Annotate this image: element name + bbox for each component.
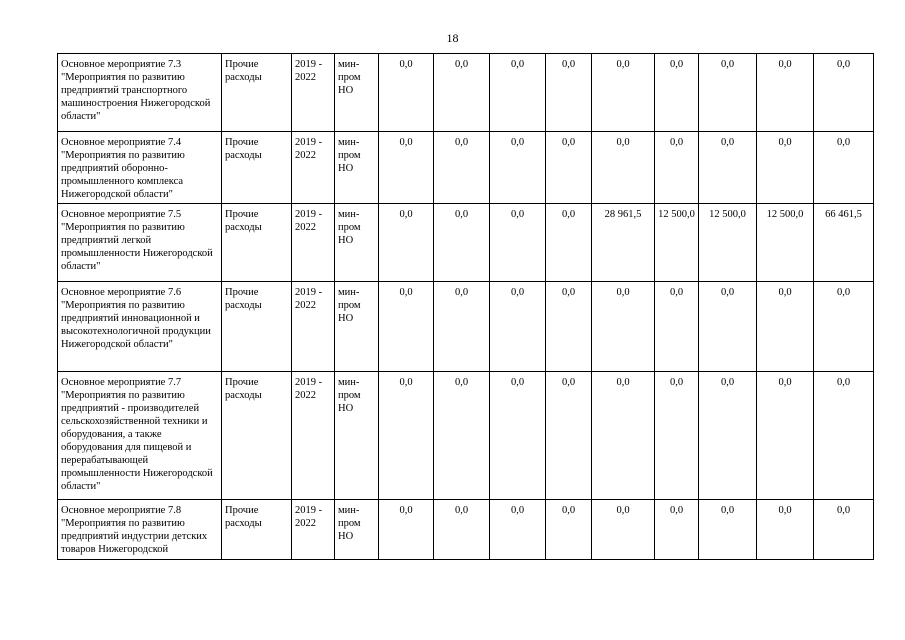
expense-type-cell: Прочие расходы [222,500,292,560]
years-cell: 2019 - 2022 [292,282,335,372]
value-cell: 0,0 [379,500,434,560]
value-cell: 0,0 [699,282,757,372]
executor-cell: мин-пром НО [335,372,379,500]
table-row [58,282,874,372]
value-cell: 0,0 [546,54,592,132]
value-cell: 0,0 [490,282,546,372]
expense-type-cell: Прочие расходы [222,54,292,132]
expense-type-cell: Прочие расходы [222,204,292,282]
expense-type-cell: Прочие расходы [222,132,292,204]
years-cell: 2019 - 2022 [292,132,335,204]
activity-description: Основное мероприятие 7.7 "Мероприятия по развитию предприятий - производителей сельскохозяйственной техники и оборудования, а также оборудования для пищевой и перерабатывающей промышленности Нижегородской области" [58,372,222,500]
value-cell: 0,0 [490,204,546,282]
value-cell: 0,0 [379,54,434,132]
table-row [58,54,874,132]
value-cell: 0,0 [814,132,874,204]
value-cell: 0,0 [490,132,546,204]
value-cell: 0,0 [757,54,814,132]
value-cell: 0,0 [490,500,546,560]
value-cell: 0,0 [546,132,592,204]
budget-table [57,53,874,560]
value-cell: 0,0 [546,372,592,500]
executor-cell: мин-пром НО [335,282,379,372]
value-cell: 0,0 [757,500,814,560]
value-cell: 66 461,5 [814,204,874,282]
value-cell: 0,0 [699,500,757,560]
executor-cell: мин-пром НО [335,54,379,132]
value-cell: 0,0 [814,282,874,372]
executor-cell: мин-пром НО [335,500,379,560]
years-cell: 2019 - 2022 [292,372,335,500]
value-cell: 0,0 [546,282,592,372]
value-cell: 0,0 [434,372,490,500]
value-cell: 0,0 [592,54,655,132]
years-cell: 2019 - 2022 [292,500,335,560]
value-cell: 0,0 [379,282,434,372]
value-cell: 0,0 [434,54,490,132]
value-cell: 0,0 [655,372,699,500]
years-cell: 2019 - 2022 [292,54,335,132]
activity-description: Основное мероприятие 7.5 "Мероприятия по развитию предприятий легкой промышленности Нижегородской области" [58,204,222,282]
value-cell: 0,0 [490,372,546,500]
value-cell: 0,0 [546,204,592,282]
years-cell: 2019 - 2022 [292,204,335,282]
activity-description: Основное мероприятие 7.4 "Мероприятия по развитию предприятий оборонно-промышленного комплекса Нижегородской области" [58,132,222,204]
executor-cell: мин-пром НО [335,132,379,204]
value-cell: 0,0 [655,54,699,132]
activity-description: Основное мероприятие 7.3 "Мероприятия по развитию предприятий транспортного машиностроения Нижегородской области" [58,54,222,132]
value-cell: 0,0 [757,372,814,500]
value-cell: 0,0 [655,282,699,372]
value-cell: 0,0 [592,500,655,560]
value-cell: 12 500,0 [699,204,757,282]
expense-type-cell: Прочие расходы [222,282,292,372]
value-cell: 0,0 [490,54,546,132]
activity-description: Основное мероприятие 7.8 "Мероприятия по развитию предприятий индустрии детских товаров Нижегородской [58,500,222,560]
value-cell: 0,0 [434,282,490,372]
value-cell: 0,0 [546,500,592,560]
value-cell: 12 500,0 [757,204,814,282]
value-cell: 0,0 [757,132,814,204]
value-cell: 0,0 [592,132,655,204]
value-cell: 0,0 [655,132,699,204]
activity-description: Основное мероприятие 7.6 "Мероприятия по развитию предприятий инновационной и высокотехнологичной продукции Нижегородской области" [58,282,222,372]
expense-type-cell: Прочие расходы [222,372,292,500]
value-cell: 0,0 [699,372,757,500]
table-row [58,372,874,500]
value-cell: 0,0 [434,500,490,560]
value-cell: 0,0 [434,132,490,204]
value-cell: 0,0 [699,132,757,204]
value-cell: 0,0 [379,132,434,204]
table-row [58,204,874,282]
value-cell: 12 500,0 [655,204,699,282]
value-cell: 0,0 [757,282,814,372]
executor-cell: мин-пром НО [335,204,379,282]
value-cell: 0,0 [699,54,757,132]
value-cell: 0,0 [814,54,874,132]
value-cell: 0,0 [814,500,874,560]
value-cell: 0,0 [592,282,655,372]
value-cell: 0,0 [434,204,490,282]
page-number: 18 [446,31,459,45]
value-cell: 0,0 [379,204,434,282]
value-cell: 0,0 [814,372,874,500]
table-row [58,500,874,560]
value-cell: 0,0 [655,500,699,560]
value-cell: 0,0 [379,372,434,500]
value-cell: 28 961,5 [592,204,655,282]
table-row [58,132,874,204]
value-cell: 0,0 [592,372,655,500]
